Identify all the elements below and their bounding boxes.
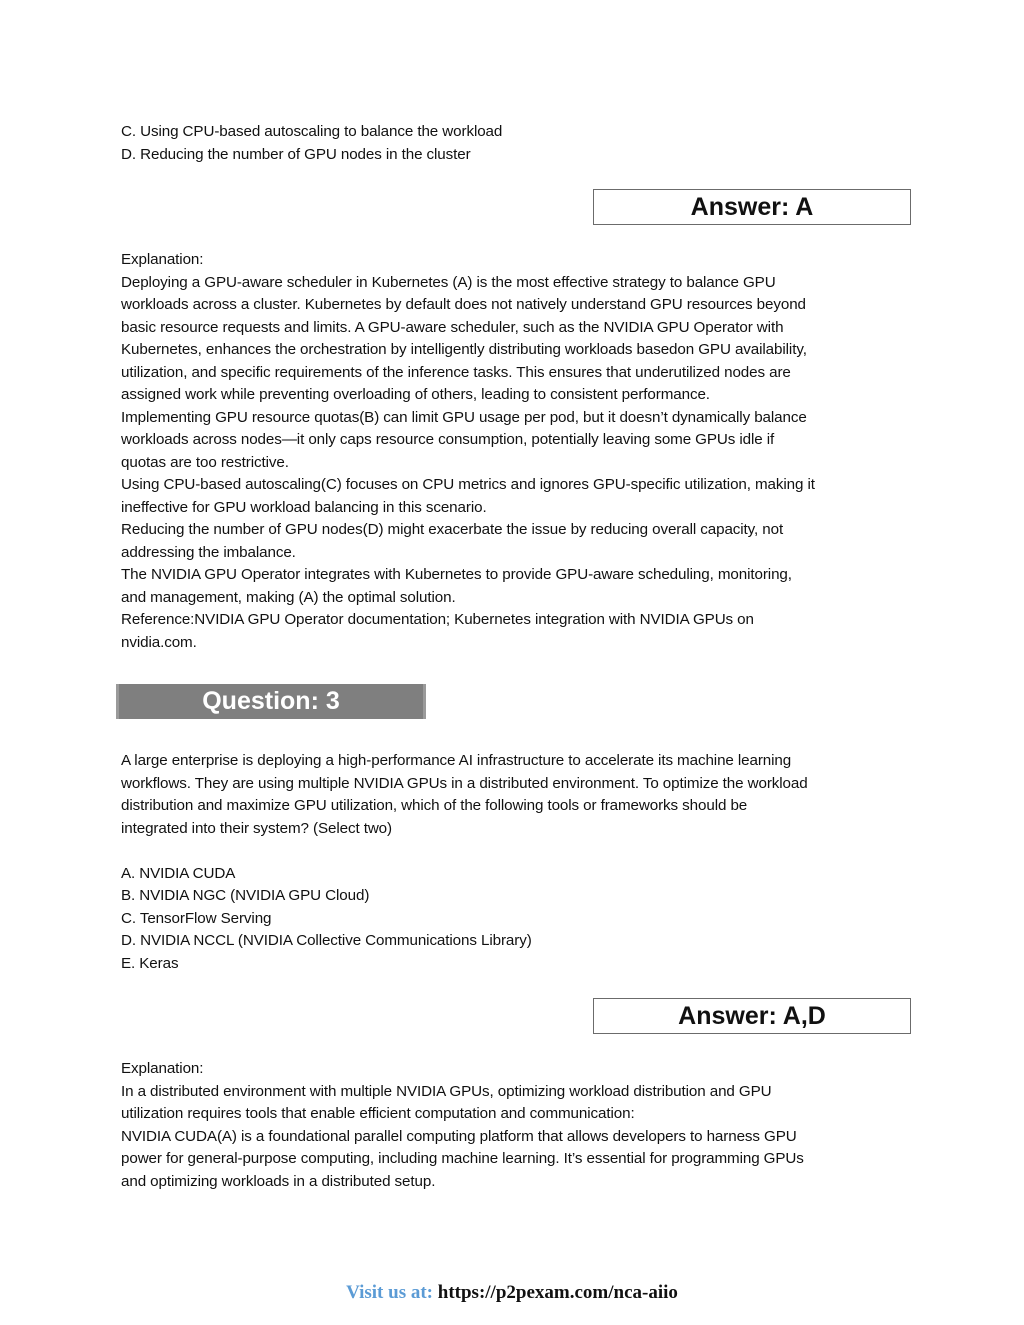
explanation-line: addressing the imbalance. bbox=[121, 544, 296, 561]
question-line: A large enterprise is deploying a high-performance AI infrastructure to accelerate its machine learning bbox=[121, 752, 792, 769]
option-e: E. Keras bbox=[121, 955, 179, 972]
question-line: integrated into their system? (Select two) bbox=[121, 820, 392, 837]
explanation-line: Using CPU-based autoscaling(C) focuses on CPU metrics and ignores GPU-specific utilization, making it bbox=[121, 476, 815, 493]
explanation-line: and optimizing workloads in a distributed setup. bbox=[121, 1173, 436, 1190]
option-c: C. TensorFlow Serving bbox=[121, 910, 272, 927]
footer bbox=[0, 1282, 1024, 1304]
explanation-line: Reference:NVIDIA GPU Operator documentation; Kubernetes integration with NVIDIA GPUs on bbox=[121, 611, 754, 628]
explanation-line: Kubernetes, enhances the orchestration by intelligently distributing workloads basedon GPU availability, bbox=[121, 341, 807, 358]
answer-box-q3: Answer: A,D bbox=[593, 998, 911, 1034]
explanation-line: and management, making (A) the optimal solution. bbox=[121, 589, 456, 606]
footer-link[interactable]: https://p2pexam.com/nca-aiio bbox=[437, 1282, 678, 1303]
explanation-line: basic resource requests and limits. A GPU-aware scheduler, such as the NVIDIA GPU Operator with bbox=[121, 319, 784, 336]
explanation-line: quotas are too restrictive. bbox=[121, 454, 289, 471]
explanation-line: workloads across a cluster. Kubernetes by default does not natively understand GPU resources beyond bbox=[121, 296, 806, 313]
footer-label: Visit us at: bbox=[346, 1282, 434, 1303]
explanation-line: NVIDIA CUDA(A) is a foundational parallel computing platform that allows developers to harness GPU bbox=[121, 1128, 797, 1145]
option-d: D. NVIDIA NCCL (NVIDIA Collective Communications Library) bbox=[121, 932, 532, 949]
option-d: D. Reducing the number of GPU nodes in the cluster bbox=[121, 146, 471, 163]
explanation-label: Explanation: bbox=[121, 251, 204, 268]
explanation-line: The NVIDIA GPU Operator integrates with Kubernetes to provide GPU-aware scheduling, monitoring, bbox=[121, 566, 792, 583]
explanation-line: utilization, and specific requirements of the inference tasks. This ensures that underutilized nodes are bbox=[121, 364, 791, 381]
question-heading: Question: 3 bbox=[116, 684, 426, 719]
answer-box-q2: Answer: A bbox=[593, 189, 911, 225]
option-b: B. NVIDIA NGC (NVIDIA GPU Cloud) bbox=[121, 887, 370, 904]
explanation-line: In a distributed environment with multiple NVIDIA GPUs, optimizing workload distribution and GPU bbox=[121, 1083, 772, 1100]
option-a: A. NVIDIA CUDA bbox=[121, 865, 236, 882]
option-c: C. Using CPU-based autoscaling to balance the workload bbox=[121, 123, 503, 140]
explanation-line: workloads across nodes—it only caps resource consumption, potentially leaving some GPUs idle if bbox=[121, 431, 775, 448]
explanation-line: ineffective for GPU workload balancing in this scenario. bbox=[121, 499, 487, 516]
explanation-line: utilization requires tools that enable efficient computation and communication: bbox=[121, 1105, 635, 1122]
explanation-line: nvidia.com. bbox=[121, 634, 197, 651]
explanation-line: Implementing GPU resource quotas(B) can limit GPU usage per pod, but it doesn’t dynamically balance bbox=[121, 409, 807, 426]
question-line: distribution and maximize GPU utilization, which of the following tools or frameworks should be bbox=[121, 797, 748, 814]
explanation-line: Reducing the number of GPU nodes(D) might exacerbate the issue by reducing overall capacity, not bbox=[121, 521, 784, 538]
explanation-line: Deploying a GPU-aware scheduler in Kubernetes (A) is the most effective strategy to balance GPU bbox=[121, 274, 776, 291]
explanation-line: power for general-purpose computing, including machine learning. It’s essential for programming GPUs bbox=[121, 1150, 804, 1167]
explanation-label: Explanation: bbox=[121, 1060, 204, 1077]
explanation-line: assigned work while preventing overloading of others, leading to consistent performance. bbox=[121, 386, 710, 403]
question-line: workflows. They are using multiple NVIDIA GPUs in a distributed environment. To optimize the workload bbox=[121, 775, 808, 792]
